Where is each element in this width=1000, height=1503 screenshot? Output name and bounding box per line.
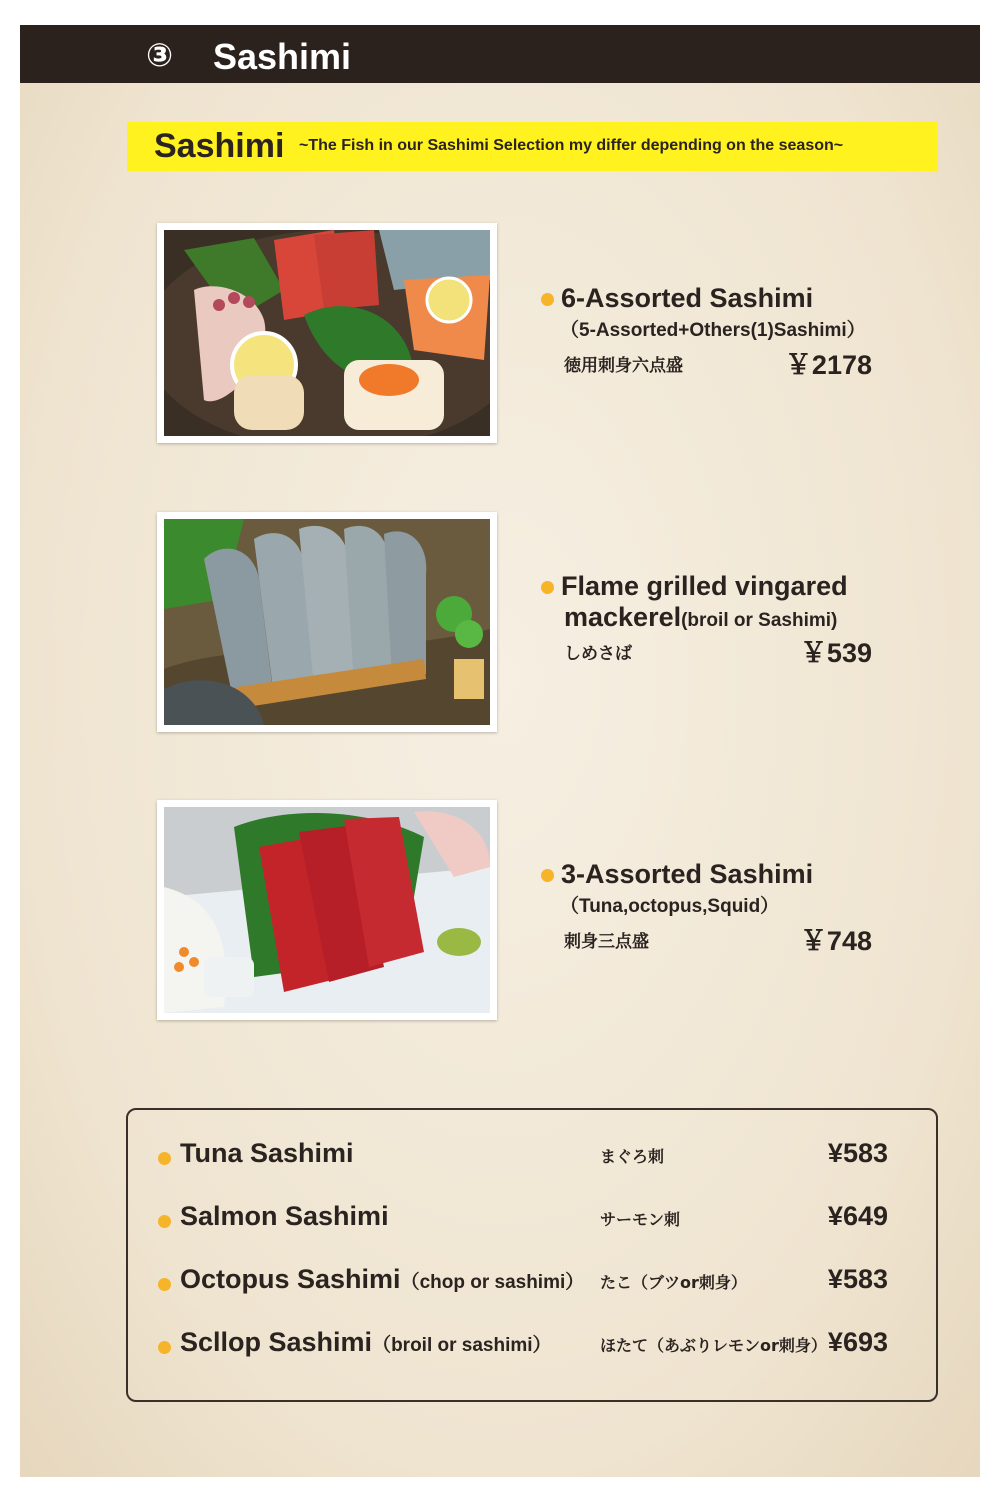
- list-item: [128, 1325, 936, 1365]
- list-item-name: Octopus Sashimi: [180, 1264, 401, 1294]
- header-bar: [20, 25, 980, 83]
- bullet-icon: [541, 869, 554, 882]
- list-item-name-wrap: [180, 1327, 552, 1358]
- item-japanese: 徳用刺身六点盛: [564, 356, 683, 376]
- item-name: 6-Assorted Sashimi: [561, 283, 814, 313]
- list-item-note: （chop or sashimi）: [400, 1272, 585, 1293]
- menu-page: [20, 25, 980, 1477]
- menu-item-3-assorted: [540, 859, 880, 959]
- list-item-name: Salmon Sashimi: [180, 1201, 389, 1231]
- list-item: [128, 1262, 936, 1302]
- bullet-icon: [158, 1152, 171, 1165]
- mackerel-photo: [157, 512, 497, 732]
- list-item: [128, 1136, 936, 1176]
- assorted-sashimi-image: [164, 230, 490, 436]
- item-detail: (broil or Sashimi): [681, 610, 838, 631]
- bullet-icon: [541, 293, 554, 306]
- list-item-price: ¥583: [827, 1264, 888, 1294]
- mackerel-image: [164, 519, 490, 725]
- tuna-sashimi-photo: [157, 800, 497, 1020]
- item-price: ￥2178: [784, 350, 872, 380]
- list-item-name-wrap: [180, 1264, 584, 1295]
- list-item-note: （broil or sashimi）: [372, 1335, 552, 1356]
- list-item: [128, 1199, 936, 1239]
- list-item-japanese: ほたて（あぶりレモンor刺身）: [600, 1336, 827, 1355]
- bullet-icon: [158, 1341, 171, 1354]
- assorted-sashimi-photo: [157, 223, 497, 443]
- item-price: ￥748: [799, 926, 872, 956]
- section-number: ③: [146, 36, 174, 74]
- page-corner-triangle-icon: [916, 1493, 934, 1503]
- list-item-price: ¥583: [827, 1138, 888, 1168]
- list-item-japanese: たこ（ブツor刺身）: [600, 1273, 747, 1292]
- section-subtitle: ~The Fish in our Sashimi Selection my differ depending on the season~: [299, 137, 844, 154]
- list-item-japanese: サーモン刺: [600, 1210, 681, 1229]
- item-name: Flame grilled vingared: [561, 571, 848, 601]
- list-item-price: ¥649: [827, 1201, 888, 1231]
- list-item-japanese: まぐろ刺: [600, 1147, 665, 1166]
- item-name: 3-Assorted Sashimi: [561, 859, 814, 889]
- item-price: ￥539: [799, 638, 872, 668]
- bullet-icon: [158, 1215, 171, 1228]
- list-item-name: Tuna Sashimi: [180, 1138, 354, 1168]
- bullet-icon: [158, 1278, 171, 1291]
- menu-item-6-assorted: [540, 283, 880, 383]
- item-name-line2: [564, 602, 837, 633]
- tuna-sashimi-image: [164, 807, 490, 1013]
- item-detail: （Tuna,octopus,Squid）: [560, 896, 780, 917]
- section-banner: [127, 122, 938, 171]
- page-title: Sashimi: [213, 36, 352, 77]
- item-detail: （5-Assorted+Others(1)Sashimi）: [560, 320, 866, 341]
- list-item-price: ¥693: [827, 1327, 888, 1357]
- item-name-mackerel: mackerel: [564, 602, 682, 632]
- section-title: Sashimi: [154, 127, 285, 165]
- menu-item-mackerel: [540, 571, 880, 671]
- item-japanese: しめさば: [564, 644, 632, 664]
- sashimi-list: [126, 1108, 938, 1402]
- list-item-name: Scllop Sashimi: [180, 1327, 373, 1357]
- item-japanese: 刺身三点盛: [564, 932, 649, 952]
- bullet-icon: [541, 581, 554, 594]
